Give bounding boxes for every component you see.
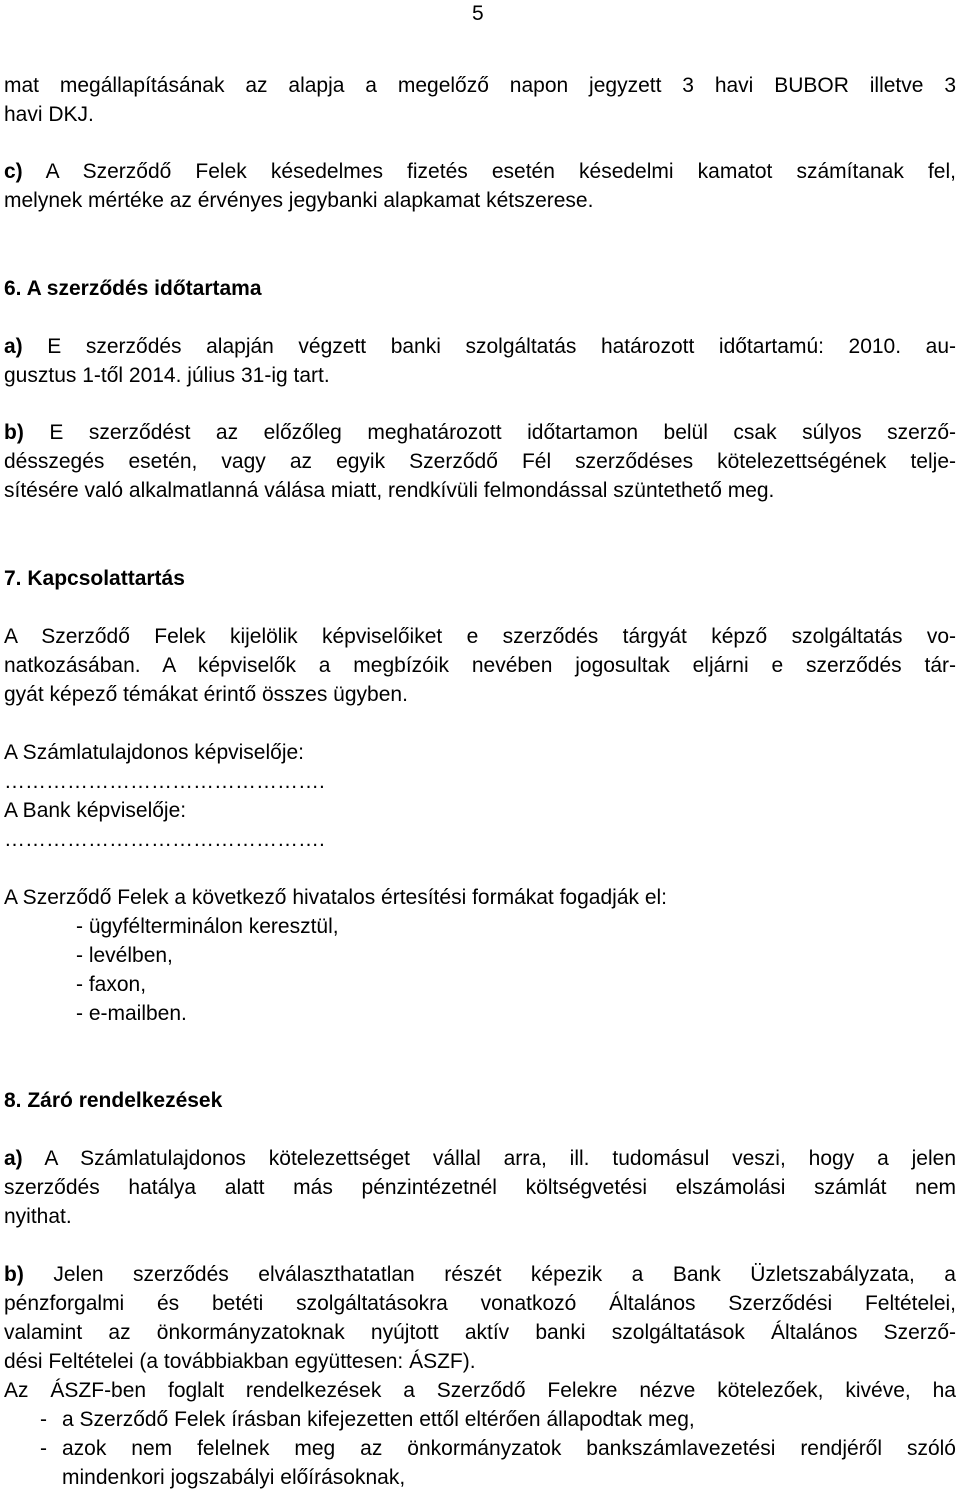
section-8-heading: 8. Záró rendelkezések — [4, 1089, 223, 1112]
page-number: 5 — [472, 2, 484, 25]
section-8a-line-1: a) A Számlatulajdonos kötelezettséget vállal arra, ill. tudomásul veszi, hogy a jelen — [4, 1147, 956, 1170]
section-8b-marker: b) — [4, 1263, 24, 1286]
point-5c-line-1: c) A Szerződő Felek késedelmes fizetés esetén késedelmi kamatot számítanak fel, — [4, 160, 956, 183]
section-6a-marker: a) — [4, 335, 23, 358]
section-6b-line-1: b) E szerződést az előzőleg meghatározott időtartamon belül csak súlyos szerző- — [4, 421, 956, 444]
section-6b-line-2: désszegés esetén, vagy az egyik Szerződő Fél szerződéses kötelezettségének telje- — [4, 450, 956, 473]
notice-form-item: - faxon, — [76, 973, 147, 996]
section-8a-line-2: szerződés hatálya alatt más pénzintézetnél költségvetési elszámolási számlát nem — [4, 1176, 956, 1199]
section-7-para-line-1: A Szerződő Felek kijelölik képviselőiket e szerződés tárgyát képző szolgáltatás vo- — [4, 625, 956, 648]
point-5c-line-2: melynek mértéke az érvényes jegybanki alapkamat kétszerese. — [4, 189, 594, 212]
bank-representative-blank: ………………………………………. — [4, 828, 325, 851]
exception-dash: - — [40, 1408, 47, 1431]
intro-line-2: havi DKJ. — [4, 103, 94, 126]
section-8b-line-3: valamint az önkormányzatoknak nyújtott aktív banki szolgáltatások Általános Szerző- — [4, 1321, 956, 1344]
exception-item-2-line-1: azok nem felelnek meg az önkormányzatok bankszámlavezetési rendjéről szóló — [62, 1437, 956, 1460]
exception-item-1: a Szerződő Felek írásban kifejezetten ettől eltérően állapodtak meg, — [62, 1408, 695, 1431]
section-7-para-line-2: natkozásában. A képviselők a megbízóik nevében jogosultak eljárni e szerződés tár- — [4, 654, 956, 677]
section-6b-line-3: sítésére való alkalmatlanná válása miatt, rendkívüli felmondással szüntethető meg. — [4, 479, 775, 502]
section-6-heading: 6. A szerződés időtartama — [4, 277, 262, 300]
holder-representative-label: A Számlatulajdonos képviselője: — [4, 741, 305, 764]
section-8b-line-1: b) Jelen szerződés elválaszthatatlan részét képezik a Bank Üzletszabályzata, a — [4, 1263, 956, 1286]
notice-form-item: - ügyfélterminálon keresztül, — [76, 915, 339, 938]
point-5c-marker: c) — [4, 160, 23, 183]
section-8a-marker: a) — [4, 1147, 23, 1170]
section-6b-marker: b) — [4, 421, 24, 444]
section-7-para-line-3: gyát képező témákat érintő összes ügyben. — [4, 683, 408, 706]
bank-representative-label: A Bank képviselője: — [4, 799, 187, 822]
section-6a-line-1: a) E szerződés alapján végzett banki szolgáltatás határozott időtartamú: 2010. au- — [4, 335, 956, 358]
holder-representative-blank: ………………………………………. — [4, 770, 325, 793]
section-8b-line-2: pénzforgalmi és betéti szolgáltatásokra vonatkozó Általános Szerződési Feltételei, — [4, 1292, 956, 1315]
section-6a-line-2: gusztus 1-től 2014. július 31-ig tart. — [4, 364, 330, 387]
exception-dash: - — [40, 1437, 47, 1460]
section-7-heading: 7. Kapcsolattartás — [4, 567, 185, 590]
notice-form-item: - e-mailben. — [76, 1002, 187, 1025]
aszf-statement: Az ÁSZF-ben foglalt rendelkezések a Szerződő Felekre nézve kötelezőek, kivéve, ha — [4, 1379, 956, 1402]
intro-line-1: mat megállapításának az alapja a megelőző napon jegyzett 3 havi BUBOR illetve 3 — [4, 74, 956, 97]
section-8b-line-4: dési Feltételei (a továbbiakban együttesen: ÁSZF). — [4, 1350, 476, 1373]
notice-form-item: - levélben, — [76, 944, 173, 967]
notice-forms-intro: A Szerződő Felek a következő hivatalos értesítési formákat fogadják el: — [4, 886, 668, 909]
exception-item-2-line-2: mindenkori jogszabályi előírásoknak, — [62, 1466, 406, 1489]
section-8a-line-3: nyithat. — [4, 1205, 72, 1228]
